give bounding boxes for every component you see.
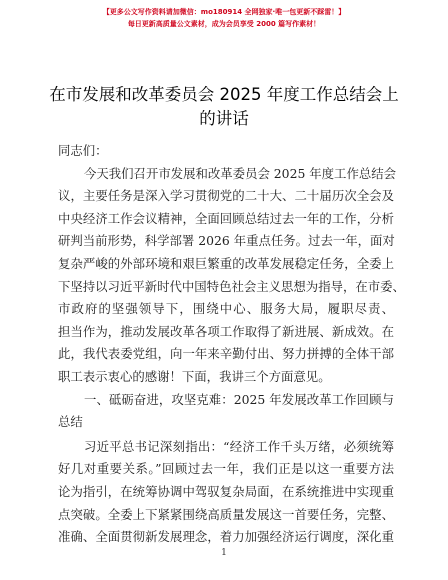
header-notice-line-1: 【更多公文写作资料请加微信：mo180914 全网独家·唯一包更新不踩雷！】 — [102, 8, 346, 16]
header-notice — [0, 6, 448, 30]
header-notice-line-2: 每日更新高质量公文素材，成为会员享受 2000 篇写作素材！ — [127, 20, 321, 28]
page-number: 1 — [221, 548, 227, 558]
paragraph-1-line: 担当作为，推动发展改革各项工作取得了新进展、新成效。在 — [58, 323, 394, 339]
section-1-heading: 一、砥砺奋进，攻坚克难：2025 年发展改革工作回顾与 — [84, 391, 394, 407]
paragraph-1-line: 今天我们召开市发展和改革委员会 2025 年度工作总结会 — [84, 165, 397, 181]
paragraph-1-line: 下坚持以习近平新时代中国特色社会主义思想为指导，在市委、 — [58, 278, 405, 294]
paragraph-1-line: 议，主要任务是深入学习贯彻党的二十大、二十届历次全会及 — [58, 188, 394, 204]
document-title — [40, 83, 408, 131]
paragraph-1-line: 市政府的坚强领导下，围绕中心、服务大局，履职尽责、 — [58, 301, 394, 317]
paragraph-2-line: 好几对重要关系。”回顾过去一年，我们正是以这一重要方法 — [58, 461, 394, 477]
paragraph-2-line: 准确、全面贯彻新发展理念，着力加强经济运行调度，深化重 — [58, 529, 394, 545]
title-line-2: 的讲话 — [199, 109, 249, 128]
paragraph-2-line: 点突破。全委上下紧紧围绕高质量发展这一首要任务，完整、 — [58, 506, 394, 522]
paragraph-2-line: 论为指引，在统筹协调中驾驭复杂局面，在系统推进中实现重 — [58, 483, 394, 499]
document-body — [58, 140, 405, 549]
section-1-heading: 总结 — [58, 414, 83, 430]
salutation: 同志们： — [58, 143, 108, 158]
paragraph-1-line: 中央经济工作会议精神，全面回顾总结过去一年的工作，分析 — [58, 210, 394, 226]
paragraph-1-line: 研判当前形势，科学部署 2026 年重点任务。过去一年，面对 — [58, 233, 395, 249]
paragraph-1-line: 职工表示衷心的感谢！下面，我讲三个方面意见。 — [58, 368, 331, 384]
paragraph-1-line: 复杂严峻的外部环境和艰巨繁重的改革发展稳定任务，全委上 — [58, 255, 394, 271]
paragraph-1-line: 此，我代表委党组，向一年来辛勤付出、努力拼搏的全体干部 — [58, 346, 394, 362]
paragraph-2-line: 习近平总书记深刻指出：“经济工作千头万绪，必须统筹 — [84, 438, 394, 454]
title-line-1: 在市发展和改革委员会 2025 年度工作总结会上 — [49, 85, 399, 104]
